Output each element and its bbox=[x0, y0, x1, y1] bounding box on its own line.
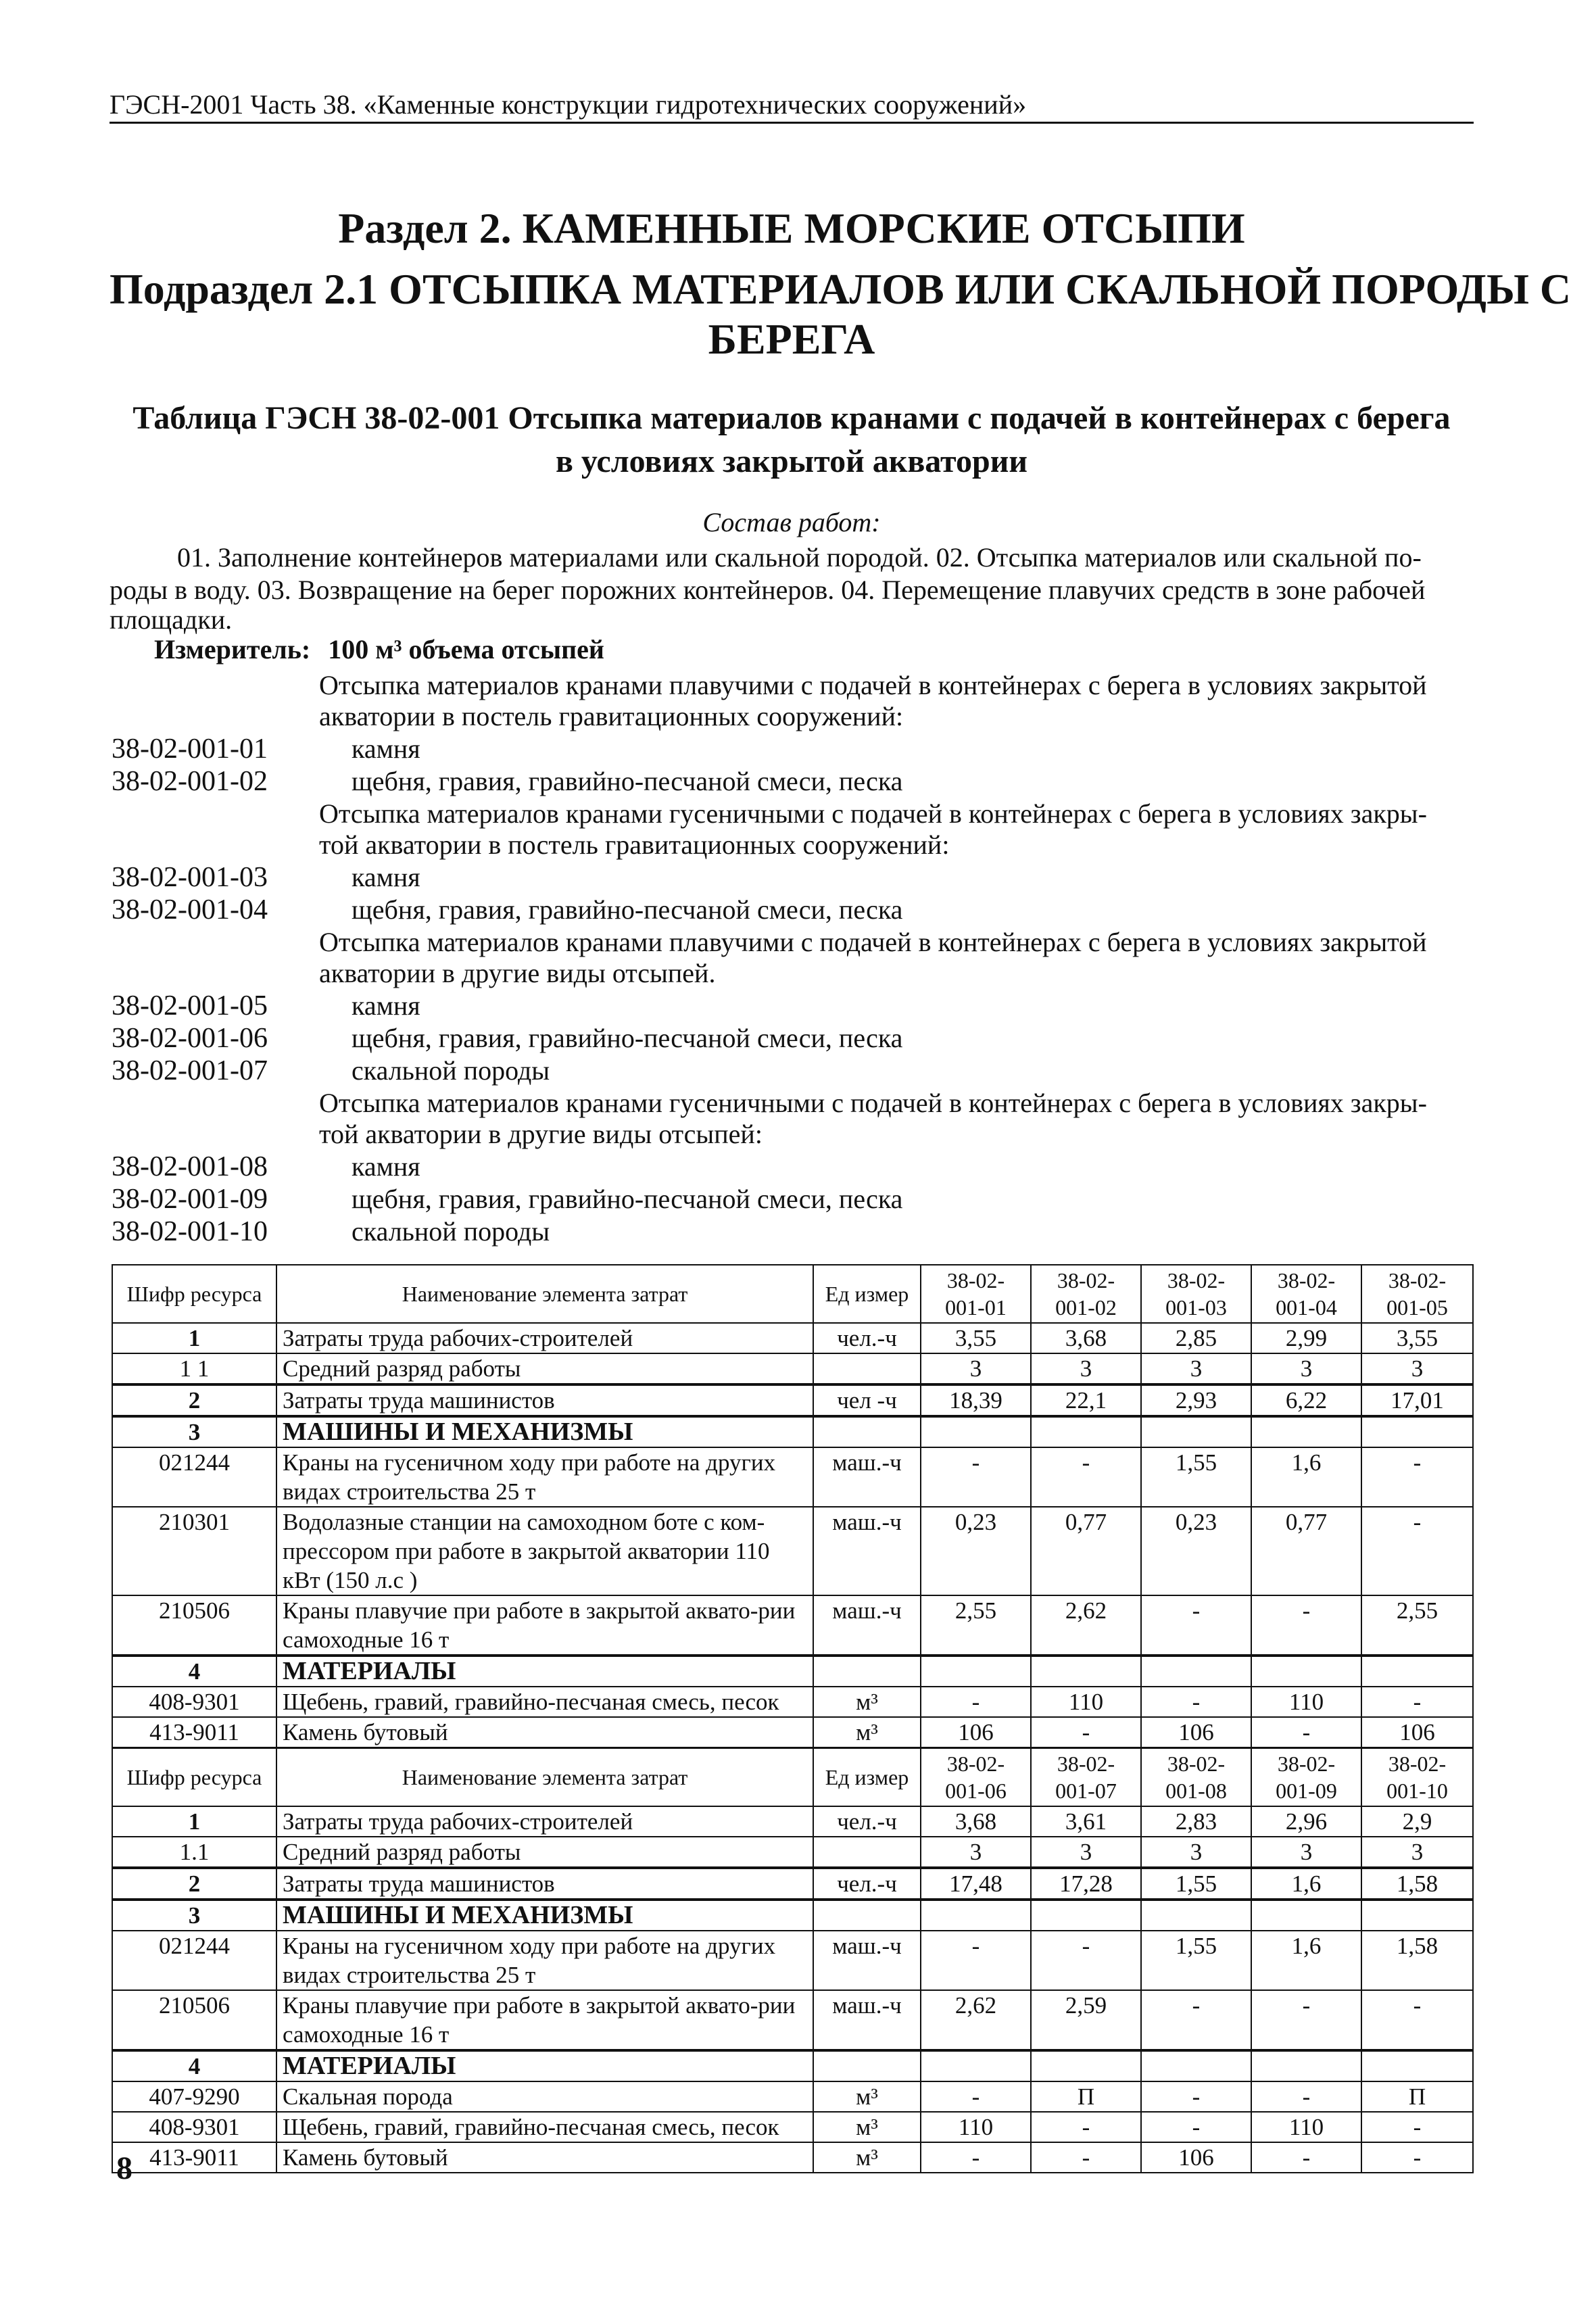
resource-table-b bbox=[112, 1747, 1474, 2173]
cell-name: МАТЕРИАЛЫ bbox=[276, 2050, 813, 2081]
cell-code: 408-9301 bbox=[112, 1687, 276, 1717]
cell-code: 4 bbox=[112, 2050, 276, 2081]
cell-code: 210506 bbox=[112, 1595, 276, 1656]
cell-value: - bbox=[1361, 1687, 1473, 1717]
cell-value: 17,28 bbox=[1031, 1868, 1141, 1900]
cell-value: 3 bbox=[1251, 1837, 1361, 1868]
cell-value bbox=[1141, 1900, 1251, 1931]
cell-unit bbox=[813, 1353, 921, 1384]
group-1-line-1: Отсыпка материалов кранами плавучими с подачей в контейнерах с берега в условиях закрытой bbox=[319, 670, 1427, 700]
cell-unit bbox=[813, 2050, 921, 2081]
works-line-3: площадки. bbox=[110, 604, 233, 635]
table-row bbox=[112, 1868, 1473, 1900]
cell-value bbox=[1141, 1416, 1251, 1447]
section-title: Раздел 2. КАМЕННЫЕ МОРСКИЕ ОТСЫПИ bbox=[338, 204, 1245, 252]
cell-value: 1,58 bbox=[1361, 1868, 1473, 1900]
subsection-title-line-2: БЕРЕГА bbox=[708, 315, 875, 363]
cell-value: 3,55 bbox=[921, 1323, 1031, 1353]
cell-value: 3 bbox=[1361, 1353, 1473, 1384]
cell-value: - bbox=[921, 1447, 1031, 1507]
cell-value bbox=[1141, 2050, 1251, 2081]
group-3-line-1: Отсыпка материалов кранами плавучими с подачей в контейнерах с берега в условиях закрытой bbox=[319, 927, 1427, 957]
position-name: камня bbox=[352, 733, 420, 764]
cell-value: 106 bbox=[1361, 1717, 1473, 1747]
cell-value: - bbox=[1361, 2142, 1473, 2173]
group-4-line-2: той акватории в другие виды отсыпей: bbox=[319, 1119, 763, 1149]
cell-value bbox=[1361, 1656, 1473, 1687]
table-row bbox=[112, 1717, 1473, 1747]
table-row bbox=[112, 1656, 1473, 1687]
position-code: 38-02-001-01 bbox=[112, 733, 268, 765]
cell-code: 2 bbox=[112, 1384, 276, 1416]
position-name: камня bbox=[352, 990, 420, 1021]
cell-value: - bbox=[921, 1931, 1031, 1990]
cell-name: Затраты труда машинистов bbox=[276, 1868, 813, 1900]
cell-unit: м³ bbox=[813, 2112, 921, 2142]
cell-value: 3 bbox=[1141, 1837, 1251, 1868]
cell-value bbox=[1031, 2050, 1141, 2081]
cell-unit: чел.-ч bbox=[813, 1323, 921, 1353]
table-title-line-1: Таблица ГЭСН 38-02-001 Отсыпка материалов кранами с подачей в контейнерах с берега bbox=[132, 400, 1451, 436]
cell-name: Камень бутовый bbox=[276, 2142, 813, 2173]
cell-value: 110 bbox=[1251, 1687, 1361, 1717]
cell-value bbox=[1251, 1656, 1361, 1687]
position-name: щебня, гравия, гравийно-песчаной смеси, песка bbox=[352, 894, 903, 925]
cell-unit: маш.-ч bbox=[813, 1595, 921, 1656]
cell-value bbox=[1361, 1900, 1473, 1931]
col-header-unit: Ед измер bbox=[813, 1748, 921, 1806]
table-row bbox=[112, 1416, 1473, 1447]
cell-value: 2,62 bbox=[921, 1990, 1031, 2050]
cell-name: Краны на гусеничном ходу при работе на других видах строительства 25 т bbox=[276, 1931, 813, 1990]
cell-value bbox=[1361, 2050, 1473, 2081]
resource-table-a bbox=[112, 1264, 1474, 1748]
table-row bbox=[112, 1353, 1473, 1384]
cell-value: - bbox=[1031, 1717, 1141, 1747]
cell-value: П bbox=[1031, 2081, 1141, 2112]
cell-unit: маш.-ч bbox=[813, 1931, 921, 1990]
cell-value: 0,77 bbox=[1031, 1507, 1141, 1595]
cell-value: - bbox=[1251, 2142, 1361, 2173]
cell-value: 3,55 bbox=[1361, 1323, 1473, 1353]
cell-name: Затраты труда рабочих-строителей bbox=[276, 1323, 813, 1353]
position-name: щебня, гравия, гравийно-песчаной смеси, песка bbox=[352, 1184, 903, 1214]
table-row bbox=[112, 2081, 1473, 2112]
cell-value bbox=[1251, 1900, 1361, 1931]
cell-name: Водолазные станции на самоходном боте с ком-прессором при работе в закрытой акватории 110 кВт (150 л.с ) bbox=[276, 1507, 813, 1595]
cell-value: 110 bbox=[1031, 1687, 1141, 1717]
cell-unit: м³ bbox=[813, 2081, 921, 2112]
cell-value: 17,48 bbox=[921, 1868, 1031, 1900]
group-2-line-2: той акватории в постель гравитационных сооружений: bbox=[319, 829, 950, 860]
cell-value: 2,93 bbox=[1141, 1384, 1251, 1416]
group-1-line-2: акватории в постель гравитационных сооружений: bbox=[319, 701, 904, 731]
cell-value: - bbox=[1361, 1990, 1473, 2050]
cell-value: 2,96 bbox=[1251, 1806, 1361, 1837]
cell-value bbox=[1031, 1656, 1141, 1687]
cell-value: 2,99 bbox=[1251, 1323, 1361, 1353]
cell-value: - bbox=[1031, 1931, 1141, 1990]
group-3-line-2: акватории в другие виды отсыпей. bbox=[319, 958, 716, 988]
cell-code: 408-9301 bbox=[112, 2112, 276, 2142]
cell-value: - bbox=[1251, 1717, 1361, 1747]
col-header-position: 38-02- 001-05 bbox=[1361, 1265, 1473, 1323]
cell-name: Краны плавучие при работе в закрытой аквато-рии самоходные 16 т bbox=[276, 1595, 813, 1656]
col-header-position: 38-02- 001-02 bbox=[1031, 1265, 1141, 1323]
cell-code: 3 bbox=[112, 1900, 276, 1931]
cell-name: МАШИНЫ И МЕХАНИЗМЫ bbox=[276, 1900, 813, 1931]
cell-value: 3 bbox=[1361, 1837, 1473, 1868]
cell-value: - bbox=[1141, 2081, 1251, 2112]
table-row bbox=[112, 1990, 1473, 2050]
group-2-line-1: Отсыпка материалов кранами гусеничными с подачей в контейнерах с берега в условиях закры- bbox=[319, 798, 1427, 829]
cell-value: - bbox=[1141, 1687, 1251, 1717]
cell-value: - bbox=[1251, 2081, 1361, 2112]
cell-name: Камень бутовый bbox=[276, 1717, 813, 1747]
position-name: скальной породы bbox=[352, 1055, 550, 1086]
cell-value: 2,9 bbox=[1361, 1806, 1473, 1837]
cell-value: 22,1 bbox=[1031, 1384, 1141, 1416]
cell-unit bbox=[813, 1837, 921, 1868]
cell-value: 1,58 bbox=[1361, 1931, 1473, 1990]
cell-value: 110 bbox=[1251, 2112, 1361, 2142]
cell-value bbox=[1141, 1656, 1251, 1687]
cell-unit: м³ bbox=[813, 2142, 921, 2173]
table-row bbox=[112, 2142, 1473, 2173]
table-title-line-2: в условиях закрытой акватории bbox=[555, 443, 1028, 479]
position-code: 38-02-001-06 bbox=[112, 1023, 268, 1054]
cell-name: МАШИНЫ И МЕХАНИЗМЫ bbox=[276, 1416, 813, 1447]
position-name: скальной породы bbox=[352, 1216, 550, 1247]
cell-value: 2,55 bbox=[1361, 1595, 1473, 1656]
cell-value: 106 bbox=[921, 1717, 1031, 1747]
cell-value: - bbox=[921, 1687, 1031, 1717]
cell-value bbox=[921, 1416, 1031, 1447]
group-4-line-1: Отсыпка материалов кранами гусеничными с подачей в контейнерах с берега в условиях закры- bbox=[319, 1088, 1427, 1118]
col-header-code: Шифр ресурса bbox=[112, 1265, 276, 1323]
cell-value: - bbox=[921, 2081, 1031, 2112]
cell-unit: чел.-ч bbox=[813, 1806, 921, 1837]
col-header-position: 38-02- 001-04 bbox=[1251, 1265, 1361, 1323]
cell-value: 3 bbox=[921, 1837, 1031, 1868]
cell-code: 413-9011 bbox=[112, 1717, 276, 1747]
cell-code: 4 bbox=[112, 1656, 276, 1687]
cell-value: 3 bbox=[1031, 1837, 1141, 1868]
cell-name: МАТЕРИАЛЫ bbox=[276, 1656, 813, 1687]
cell-value: - bbox=[1141, 1990, 1251, 2050]
cell-code: 1 bbox=[112, 1806, 276, 1837]
cell-value: - bbox=[1251, 1595, 1361, 1656]
cell-value: - bbox=[921, 2142, 1031, 2173]
table-row bbox=[112, 1595, 1473, 1656]
table-row bbox=[112, 2050, 1473, 2081]
cell-value: - bbox=[1141, 1595, 1251, 1656]
cell-value bbox=[1251, 1416, 1361, 1447]
position-name: камня bbox=[352, 1151, 420, 1182]
table-row bbox=[112, 1323, 1473, 1353]
position-code: 38-02-001-10 bbox=[112, 1216, 268, 1247]
cell-value: 106 bbox=[1141, 2142, 1251, 2173]
cell-code: 210506 bbox=[112, 1990, 276, 2050]
running-header: ГЭСН-2001 Часть 38. «Каменные конструкции гидротехнических сооружений» bbox=[110, 89, 1027, 120]
table-row bbox=[112, 1384, 1473, 1416]
cell-name: Щебень, гравий, гравийно-песчаная смесь, песок bbox=[276, 1687, 813, 1717]
cell-value: - bbox=[1361, 1507, 1473, 1595]
cell-value: 1,6 bbox=[1251, 1868, 1361, 1900]
cell-value: - bbox=[1141, 2112, 1251, 2142]
cell-value: 3,68 bbox=[921, 1806, 1031, 1837]
col-header-code: Шифр ресурса bbox=[112, 1748, 276, 1806]
cell-value: - bbox=[1251, 1990, 1361, 2050]
cell-value: 3 bbox=[1251, 1353, 1361, 1384]
cell-name: Средний разряд работы bbox=[276, 1353, 813, 1384]
col-header-position: 38-02- 001-03 bbox=[1141, 1265, 1251, 1323]
cell-code: 2 bbox=[112, 1868, 276, 1900]
cell-value: 2,62 bbox=[1031, 1595, 1141, 1656]
col-header-position: 38-02- 001-06 bbox=[921, 1748, 1031, 1806]
cell-value: - bbox=[1031, 2112, 1141, 2142]
works-line-1: 01. Заполнение контейнеров материалами или скальной породой. 02. Отсыпка материалов или скальной по- bbox=[177, 542, 1422, 573]
cell-code: 1 1 bbox=[112, 1353, 276, 1384]
col-header-position: 38-02- 001-01 bbox=[921, 1265, 1031, 1323]
cell-value: П bbox=[1361, 2081, 1473, 2112]
cell-value bbox=[1031, 1416, 1141, 1447]
cell-value: 3 bbox=[1031, 1353, 1141, 1384]
header-rule bbox=[110, 122, 1474, 124]
cell-code: 413-9011 bbox=[112, 2142, 276, 2173]
cell-value: 1,55 bbox=[1141, 1868, 1251, 1900]
cell-value bbox=[921, 1656, 1031, 1687]
table-row bbox=[112, 2112, 1473, 2142]
cell-value: 110 bbox=[921, 2112, 1031, 2142]
position-code: 38-02-001-05 bbox=[112, 990, 268, 1021]
cell-value: - bbox=[1361, 2112, 1473, 2142]
cell-value: 1,55 bbox=[1141, 1931, 1251, 1990]
cell-name: Затраты труда машинистов bbox=[276, 1384, 813, 1416]
cell-value: 1,6 bbox=[1251, 1447, 1361, 1507]
cell-value: 0,77 bbox=[1251, 1507, 1361, 1595]
cell-value: 0,23 bbox=[921, 1507, 1031, 1595]
col-header-name: Наименование элемента затрат bbox=[276, 1748, 813, 1806]
table-row bbox=[112, 1900, 1473, 1931]
cell-code: 1.1 bbox=[112, 1837, 276, 1868]
cell-unit: маш.-ч bbox=[813, 1990, 921, 2050]
position-code: 38-02-001-03 bbox=[112, 862, 268, 893]
works-heading: Состав работ: bbox=[702, 507, 881, 537]
cell-name: Затраты труда рабочих-строителей bbox=[276, 1806, 813, 1837]
position-name: щебня, гравия, гравийно-песчаной смеси, песка bbox=[352, 1023, 903, 1053]
cell-value: - bbox=[1361, 1447, 1473, 1507]
cell-value: 2,83 bbox=[1141, 1806, 1251, 1837]
subsection-title-line-1: Подраздел 2.1 ОТСЫПКА МАТЕРИАЛОВ ИЛИ СКАЛЬНОЙ ПОРОДЫ С bbox=[110, 265, 1572, 313]
col-header-position: 38-02- 001-08 bbox=[1141, 1748, 1251, 1806]
cell-unit: м³ bbox=[813, 1687, 921, 1717]
cell-code: 1 bbox=[112, 1323, 276, 1353]
cell-value: 1,55 bbox=[1141, 1447, 1251, 1507]
position-code: 38-02-001-04 bbox=[112, 894, 268, 925]
cell-value: 6,22 bbox=[1251, 1384, 1361, 1416]
cell-value: 1,6 bbox=[1251, 1931, 1361, 1990]
measure-label: Измеритель: bbox=[154, 634, 311, 665]
cell-value: - bbox=[1031, 2142, 1141, 2173]
position-name: щебня, гравия, гравийно-песчаной смеси, песка bbox=[352, 766, 903, 796]
table-row bbox=[112, 1806, 1473, 1837]
position-code: 38-02-001-08 bbox=[112, 1151, 268, 1182]
col-header-position: 38-02- 001-09 bbox=[1251, 1748, 1361, 1806]
cell-name: Краны плавучие при работе в закрытой аквато-рии самоходные 16 т bbox=[276, 1990, 813, 2050]
table-row bbox=[112, 1837, 1473, 1868]
measure-line bbox=[154, 633, 604, 667]
cell-value bbox=[921, 1900, 1031, 1931]
table-row bbox=[112, 1687, 1473, 1717]
cell-code: 407-9290 bbox=[112, 2081, 276, 2112]
cell-unit bbox=[813, 1416, 921, 1447]
cell-value: 3 bbox=[921, 1353, 1031, 1384]
measure-value: 100 м³ объема отсыпей bbox=[328, 634, 604, 665]
cell-value: 3 bbox=[1141, 1353, 1251, 1384]
cell-value: 0,23 bbox=[1141, 1507, 1251, 1595]
cell-value: 3,61 bbox=[1031, 1806, 1141, 1837]
works-line-2: роды в воду. 03. Возвращение на берег порожних контейнеров. 04. Перемещение плавучих средств в зоне рабочей bbox=[110, 575, 1426, 605]
cell-value: 18,39 bbox=[921, 1384, 1031, 1416]
col-header-name: Наименование элемента затрат bbox=[276, 1265, 813, 1323]
cell-unit: чел -ч bbox=[813, 1384, 921, 1416]
cell-value: 2,85 bbox=[1141, 1323, 1251, 1353]
cell-unit: м³ bbox=[813, 1717, 921, 1747]
position-code: 38-02-001-09 bbox=[112, 1184, 268, 1215]
cell-unit: чел.-ч bbox=[813, 1868, 921, 1900]
cell-value bbox=[1251, 2050, 1361, 2081]
table-row bbox=[112, 1931, 1473, 1990]
cell-value bbox=[1361, 1416, 1473, 1447]
cell-unit bbox=[813, 1656, 921, 1687]
cell-value bbox=[921, 2050, 1031, 2081]
table-row bbox=[112, 1447, 1473, 1507]
table-row bbox=[112, 1507, 1473, 1595]
cell-unit: маш.-ч bbox=[813, 1447, 921, 1507]
col-header-unit: Ед измер bbox=[813, 1265, 921, 1323]
cell-value: - bbox=[1031, 1447, 1141, 1507]
cell-unit bbox=[813, 1900, 921, 1931]
cell-value bbox=[1031, 1900, 1141, 1931]
cell-value: 17,01 bbox=[1361, 1384, 1473, 1416]
col-header-position: 38-02- 001-10 bbox=[1361, 1748, 1473, 1806]
cell-name: Щебень, гравий, гравийно-песчаная смесь, песок bbox=[276, 2112, 813, 2142]
cell-name: Краны на гусеничном ходу при работе на других видах строительства 25 т bbox=[276, 1447, 813, 1507]
cell-name: Средний разряд работы bbox=[276, 1837, 813, 1868]
position-name: камня bbox=[352, 862, 420, 892]
cell-value: 106 bbox=[1141, 1717, 1251, 1747]
cell-code: 210301 bbox=[112, 1507, 276, 1595]
cell-code: 3 bbox=[112, 1416, 276, 1447]
page-number: 8 bbox=[116, 2150, 132, 2186]
cell-name: Скальная порода bbox=[276, 2081, 813, 2112]
cell-code: 021244 bbox=[112, 1447, 276, 1507]
position-code: 38-02-001-02 bbox=[112, 766, 268, 797]
position-code: 38-02-001-07 bbox=[112, 1055, 268, 1086]
cell-value: 3,68 bbox=[1031, 1323, 1141, 1353]
cell-unit: маш.-ч bbox=[813, 1507, 921, 1595]
col-header-position: 38-02- 001-07 bbox=[1031, 1748, 1141, 1806]
cell-value: 2,55 bbox=[921, 1595, 1031, 1656]
cell-value: 2,59 bbox=[1031, 1990, 1141, 2050]
cell-code: 021244 bbox=[112, 1931, 276, 1990]
